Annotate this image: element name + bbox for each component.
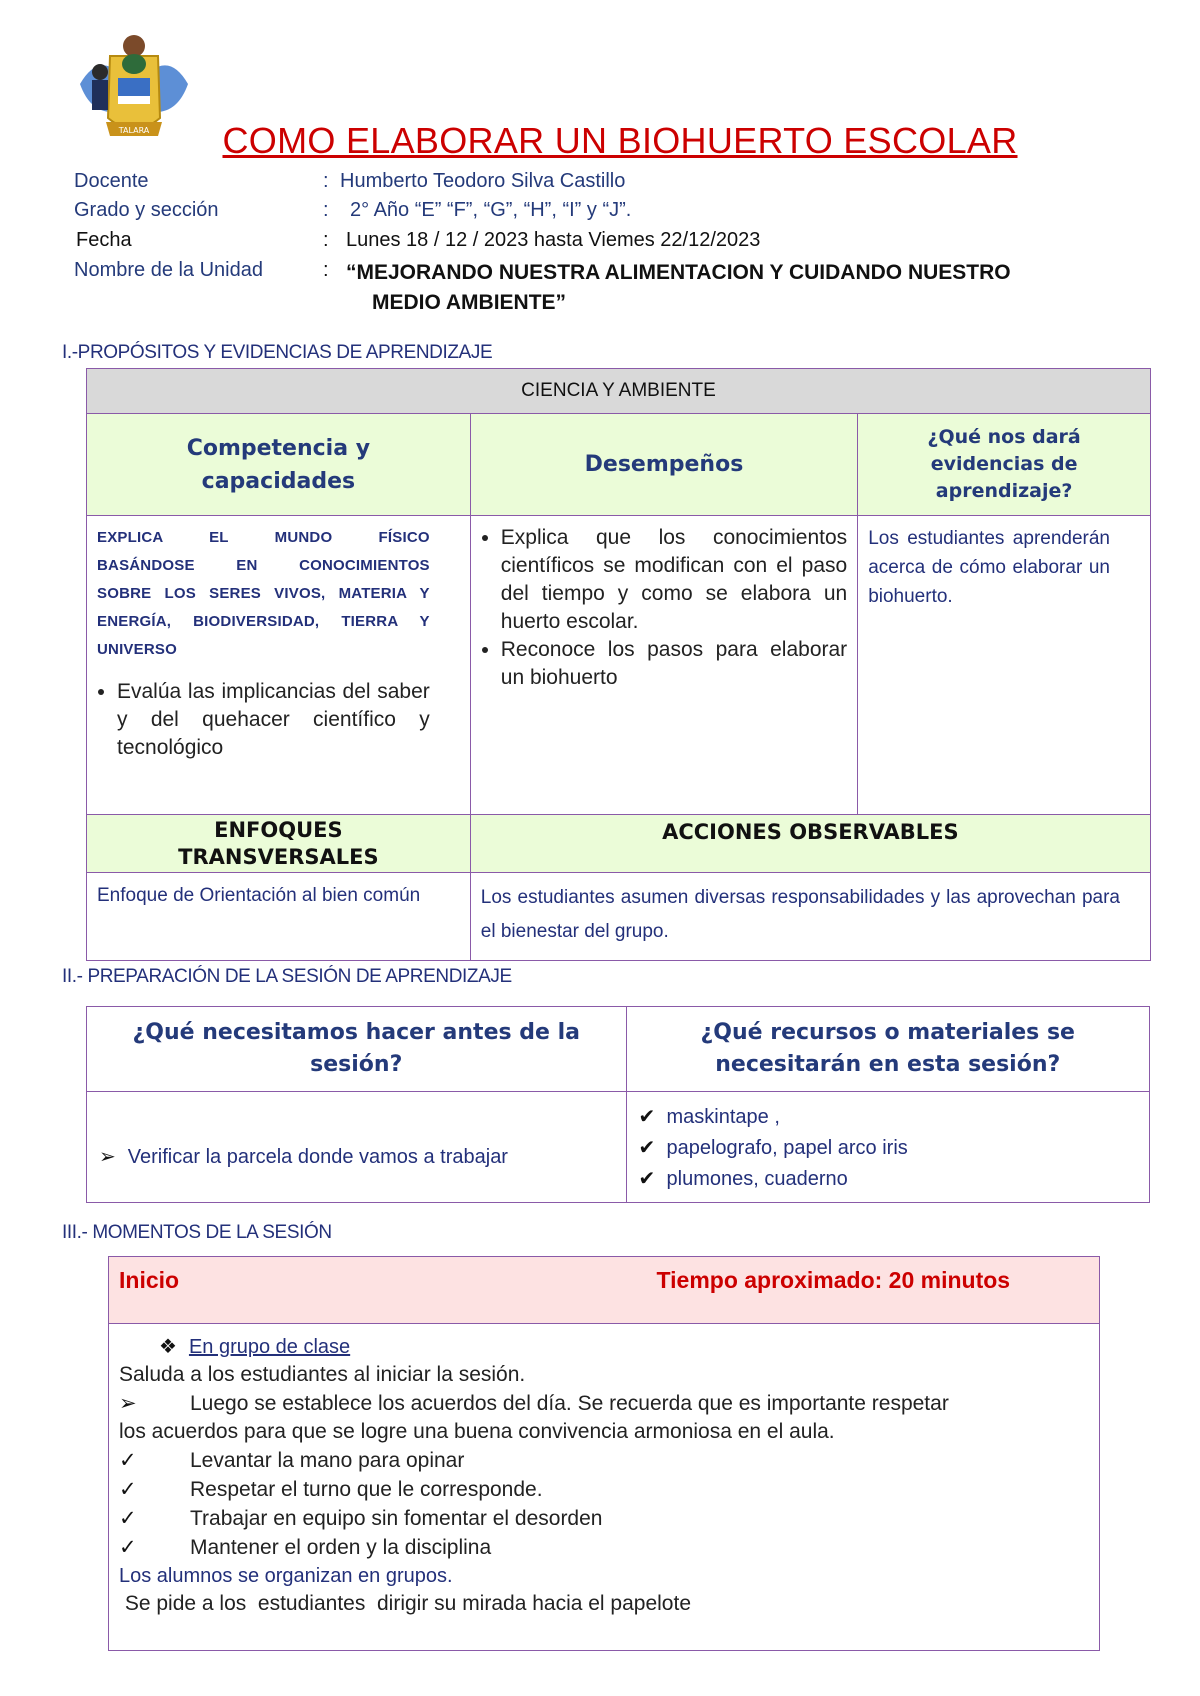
- diamond-bullet-icon: ❖: [159, 1334, 177, 1358]
- col-desempenos-header: Desempeños: [470, 414, 857, 516]
- mirada-line: Se pide a los estudiantes dirigir su mirada hacia el papelote: [119, 1592, 692, 1615]
- acciones-cell: [470, 873, 1150, 961]
- section-2-heading: II.- PREPARACIÓN DE LA SESIÓN DE APRENDIZAJE: [62, 966, 512, 987]
- col-competencia-header: Competencia y capacidades: [87, 414, 471, 516]
- grado-colon: :: [323, 199, 329, 221]
- desempeno-item: • Explica que los conocimientos científicos se modifican con el paso del tiempo y como se elabora un huerto escolar.: [501, 524, 847, 636]
- evidencia-text: Los estudiantes aprenderán acerca de cómo elaborar un biohuerto.: [868, 528, 1110, 607]
- unidad-label: Nombre de la Unidad: [74, 259, 263, 281]
- checkmark-icon: ✔: [638, 1134, 656, 1159]
- inicio-label: Inicio: [119, 1267, 180, 1293]
- arrow-bullet-icon: ➢: [99, 1143, 116, 1168]
- competencia-line: SOBRE LOS SERES VIVOS, MATERIA Y: [97, 585, 430, 602]
- checkmark-icon: ✔: [638, 1103, 656, 1128]
- document-title: COMO ELABORAR UN BIOHUERTO ESCOLAR: [222, 120, 1018, 161]
- col-antes-header: ¿Qué necesitamos hacer antes de la sesión?: [87, 1007, 627, 1092]
- docente-label: Docente: [74, 170, 149, 192]
- col-recursos-header: ¿Qué recursos o materiales se necesitarán en esta sesión?: [626, 1007, 1150, 1092]
- col-evidencias-header: ¿Qué nos dará evidencias de aprendizaje?: [858, 414, 1151, 516]
- arrow-bullet-icon: ➢: [119, 1391, 137, 1415]
- docente-colon: :: [323, 170, 329, 192]
- competencia-line: UNIVERSO: [97, 641, 177, 658]
- acuerdo-item: ✓ Trabajar en equipo sin fomentar el desorden: [119, 1506, 603, 1530]
- section-1-heading: I.-PROPÓSITOS Y EVIDENCIAS DE APRENDIZAJE: [62, 342, 493, 363]
- competencia-line: EXPLICA EL MUNDO FÍSICO: [97, 529, 430, 546]
- grupo-clase-line: ❖ En grupo de clase: [159, 1334, 351, 1358]
- competencia-cell: [87, 516, 471, 815]
- acuerdos-line-1: ➢ Luego se establece los acuerdos del día. Se recuerda que es importante respetar: [119, 1391, 949, 1415]
- inicio-body: [109, 1324, 1100, 1651]
- area-band: CIENCIA Y AMBIENTE: [87, 369, 1151, 414]
- preparacion-table: [86, 1006, 1150, 1203]
- acuerdo-item: ✓ Levantar la mano para opinar: [119, 1448, 465, 1472]
- unidad-value-line-1: “MEJORANDO NUESTRA ALIMENTACION Y CUIDANDO NUESTRO: [346, 261, 1011, 284]
- docente-value: Humberto Teodoro Silva Castillo: [340, 170, 626, 192]
- tiempo-label: Tiempo aproximado: 20 minutos: [656, 1267, 1011, 1293]
- checkmark-icon: ✓: [119, 1448, 137, 1472]
- acciones-text: Los estudiantes asumen diversas responsabilidades y las aprovechan para el bienestar del grupo.: [480, 887, 1120, 942]
- desempeno-item: • Reconoce los pasos para elaborar un biohuerto: [501, 636, 847, 692]
- antes-item: ➢ Verificar la parcela donde vamos a trabajar: [99, 1143, 508, 1168]
- competencia-line: ENERGÍA, BIODIVERSIDAD, TIERRA Y: [97, 613, 430, 630]
- fecha-value: Lunes 18 / 12 / 2023 hasta Viemes 22/12/2023: [346, 229, 761, 251]
- col-acciones-header: ACCIONES OBSERVABLES: [470, 815, 1150, 873]
- enfoque-text: Enfoque de Orientación al bien común: [97, 885, 421, 906]
- organizan-line: Los alumnos se organizan en grupos.: [119, 1565, 453, 1587]
- checkmark-icon: ✓: [119, 1506, 137, 1530]
- recurso-item: ✔ plumones, cuaderno: [639, 1163, 1150, 1194]
- recurso-item: ✔ papelografo, papel arco iris: [639, 1132, 1150, 1163]
- checkmark-icon: ✓: [119, 1477, 137, 1501]
- saluda-line: Saluda a los estudiantes al iniciar la sesión.: [119, 1363, 526, 1386]
- recursos-cell: [626, 1092, 1150, 1203]
- recurso-item: ✔ maskintape ,: [639, 1101, 1150, 1132]
- grado-label: Grado y sección: [74, 199, 219, 221]
- inicio-header: [109, 1257, 1100, 1324]
- col-enfoques-header: ENFOQUES TRANSVERSALES: [87, 815, 471, 873]
- acuerdo-item: ✓ Respetar el turno que le corresponde.: [119, 1477, 543, 1501]
- capacidad-item: • Evalúa las implicancias del saber y del quehacer científico y tecnológico: [117, 678, 430, 762]
- propositos-table: [86, 368, 1151, 961]
- competencia-line: BASÁNDOSE EN CONOCIMIENTOS: [97, 557, 430, 574]
- checkmark-icon: ✔: [638, 1165, 656, 1190]
- enfoque-cell: [87, 873, 471, 961]
- evidencias-cell: [858, 516, 1151, 815]
- fecha-colon: :: [323, 229, 329, 251]
- logo-banner-text: TALARA: [118, 126, 150, 135]
- antes-cell: [87, 1092, 627, 1203]
- fecha-label: Fecha: [76, 229, 132, 251]
- grado-value: 2° Año “E” “F”, “G”, “H”, “I” y “J”.: [350, 199, 632, 221]
- acuerdo-item: ✓ Mantener el orden y la disciplina: [119, 1535, 492, 1559]
- unidad-value-line-2: MEDIO AMBIENTE”: [372, 291, 567, 314]
- acuerdos-line-2: los acuerdos para que se logre una buena convivencia armoniosa en el aula.: [119, 1420, 835, 1443]
- section-3-heading: III.- MOMENTOS DE LA SESIÓN: [62, 1222, 332, 1243]
- unidad-value: [346, 258, 1126, 318]
- momentos-table: [108, 1256, 1100, 1651]
- checkmark-icon: ✓: [119, 1535, 137, 1559]
- unidad-colon: :: [323, 259, 329, 281]
- desempenos-cell: [470, 516, 857, 815]
